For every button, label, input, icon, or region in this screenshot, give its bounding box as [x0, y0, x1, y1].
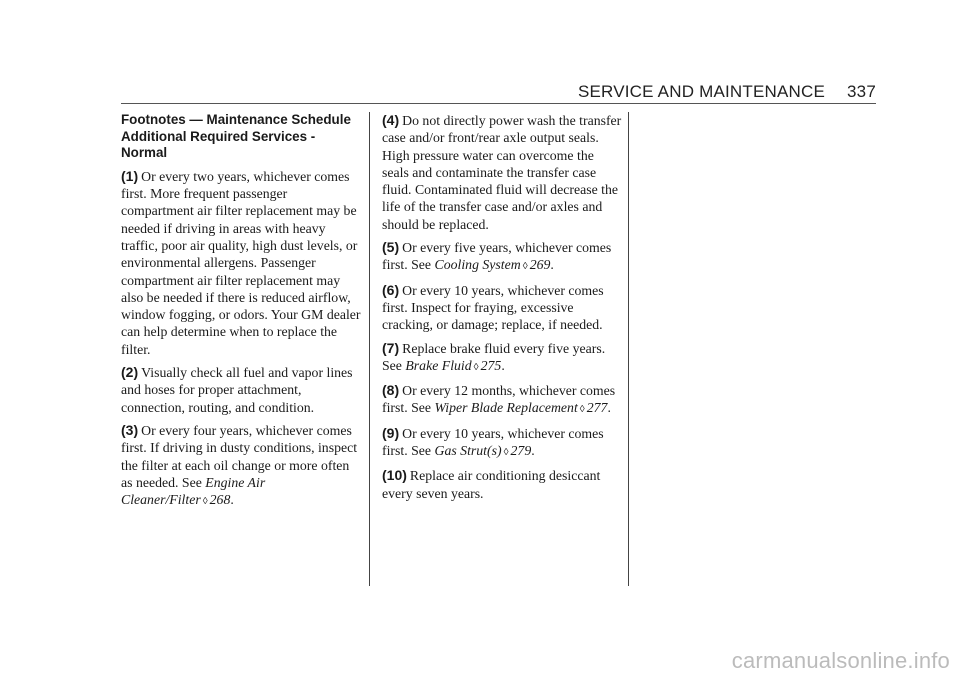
cross-reference-link[interactable]: Cooling System	[434, 257, 521, 273]
page-reference-icon: ◊	[202, 496, 208, 508]
footnote-2	[121, 364, 361, 416]
cross-reference-link[interactable]: Gas Strut(s)	[434, 443, 502, 459]
footnote-text: Visually check all fuel and vapor lines and hoses for proper attachment, connection, routing, and condition.	[121, 365, 353, 415]
footnote-end: .	[230, 492, 234, 508]
page-header	[0, 82, 876, 102]
footnote-end: .	[501, 357, 505, 373]
footnote-text: Or every 12 months, whichever comes first. See	[382, 383, 616, 416]
footnote-number: (4)	[382, 112, 400, 128]
column-divider	[628, 112, 629, 586]
footnote-text: Or every four years, whichever comes first. If driving in dusty conditions, inspect the filter at each oil change or more often as needed. See	[121, 422, 358, 490]
reference-page-number[interactable]: 279	[510, 443, 532, 459]
footnote-7	[382, 340, 622, 377]
footnote-9	[382, 425, 622, 462]
footnote-number: (1)	[121, 167, 139, 184]
footnote-text: Or every two years, whichever comes first. More frequent passenger compartment air filter replacement may be needed if driving in areas with heavy traffic, poor air quality, high dust levels, or environmental allergens. Passenger compartment air filter replacement may also be needed if there is reduced airflow, window fogging, or odors. Your GM dealer can help determine when to replace the filter.	[121, 168, 361, 357]
footnote-text: Or every 10 years, whichever comes first. Inspect for fraying, excessive cracking, or damage; replace, if needed.	[382, 282, 604, 333]
reference-page-number[interactable]: 268	[209, 492, 231, 508]
footnote-8	[382, 382, 622, 419]
footnote-number: (5)	[382, 239, 400, 256]
footnote-end: .	[531, 443, 535, 459]
footnote-number: (10)	[382, 467, 407, 484]
footnote-5	[382, 239, 622, 276]
page-reference-icon: ◊	[522, 261, 528, 273]
footnote-number: (3)	[121, 421, 139, 438]
reference-page-number[interactable]: 269	[529, 257, 551, 273]
footnote-1	[121, 168, 361, 358]
cross-reference-link[interactable]: Brake Fluid	[405, 357, 472, 373]
footnote-number: (2)	[121, 364, 139, 381]
reference-page-number[interactable]: 275	[480, 357, 502, 373]
footnote-text: Replace air conditioning desiccant every seven years.	[382, 468, 601, 501]
header-rule	[121, 103, 876, 104]
reference-page-number[interactable]: 277	[586, 400, 608, 416]
cross-reference-link[interactable]: Wiper Blade Replacement	[434, 400, 578, 416]
footnote-text: Or every 10 years, whichever comes first. See	[382, 425, 604, 459]
page-reference-icon: ◊	[473, 361, 479, 373]
column-middle	[382, 112, 622, 508]
footnote-3	[121, 422, 361, 510]
footnote-text: Or every five years, whichever comes first. See	[382, 240, 612, 273]
column-divider	[369, 112, 370, 586]
page-number: 337	[847, 82, 876, 101]
page-reference-icon: ◊	[579, 404, 585, 416]
footnote-number: (6)	[382, 281, 400, 298]
footnote-10	[382, 467, 622, 502]
footnote-text: Replace brake fluid every five years. See	[382, 340, 606, 373]
footnote-number: (9)	[382, 424, 400, 441]
section-heading: Footnotes — Maintenance Schedule Additional Required Services - Normal	[121, 112, 351, 161]
footnote-4	[382, 112, 622, 233]
cross-reference-link[interactable]: Engine Air Cleaner/Filter	[121, 474, 266, 508]
footnote-text: Do not directly power wash the transfer case and/or front/rear axle output seals. High pressure water can overcome the seals and contaminate the transfer case fluid. Contaminated fluid will decrease the life of the transfer case and/or axles and should be replaced.	[382, 113, 622, 232]
footnote-number: (7)	[382, 339, 400, 356]
footnote-number: (8)	[382, 382, 400, 399]
footnote-end: .	[607, 400, 611, 416]
footnote-6	[382, 282, 622, 334]
section-title: SERVICE AND MAINTENANCE	[577, 82, 826, 101]
column-left	[121, 112, 361, 516]
footnote-end: .	[550, 257, 554, 273]
watermark: carmanualsonline.info	[731, 648, 950, 673]
page-reference-icon: ◊	[503, 447, 509, 459]
